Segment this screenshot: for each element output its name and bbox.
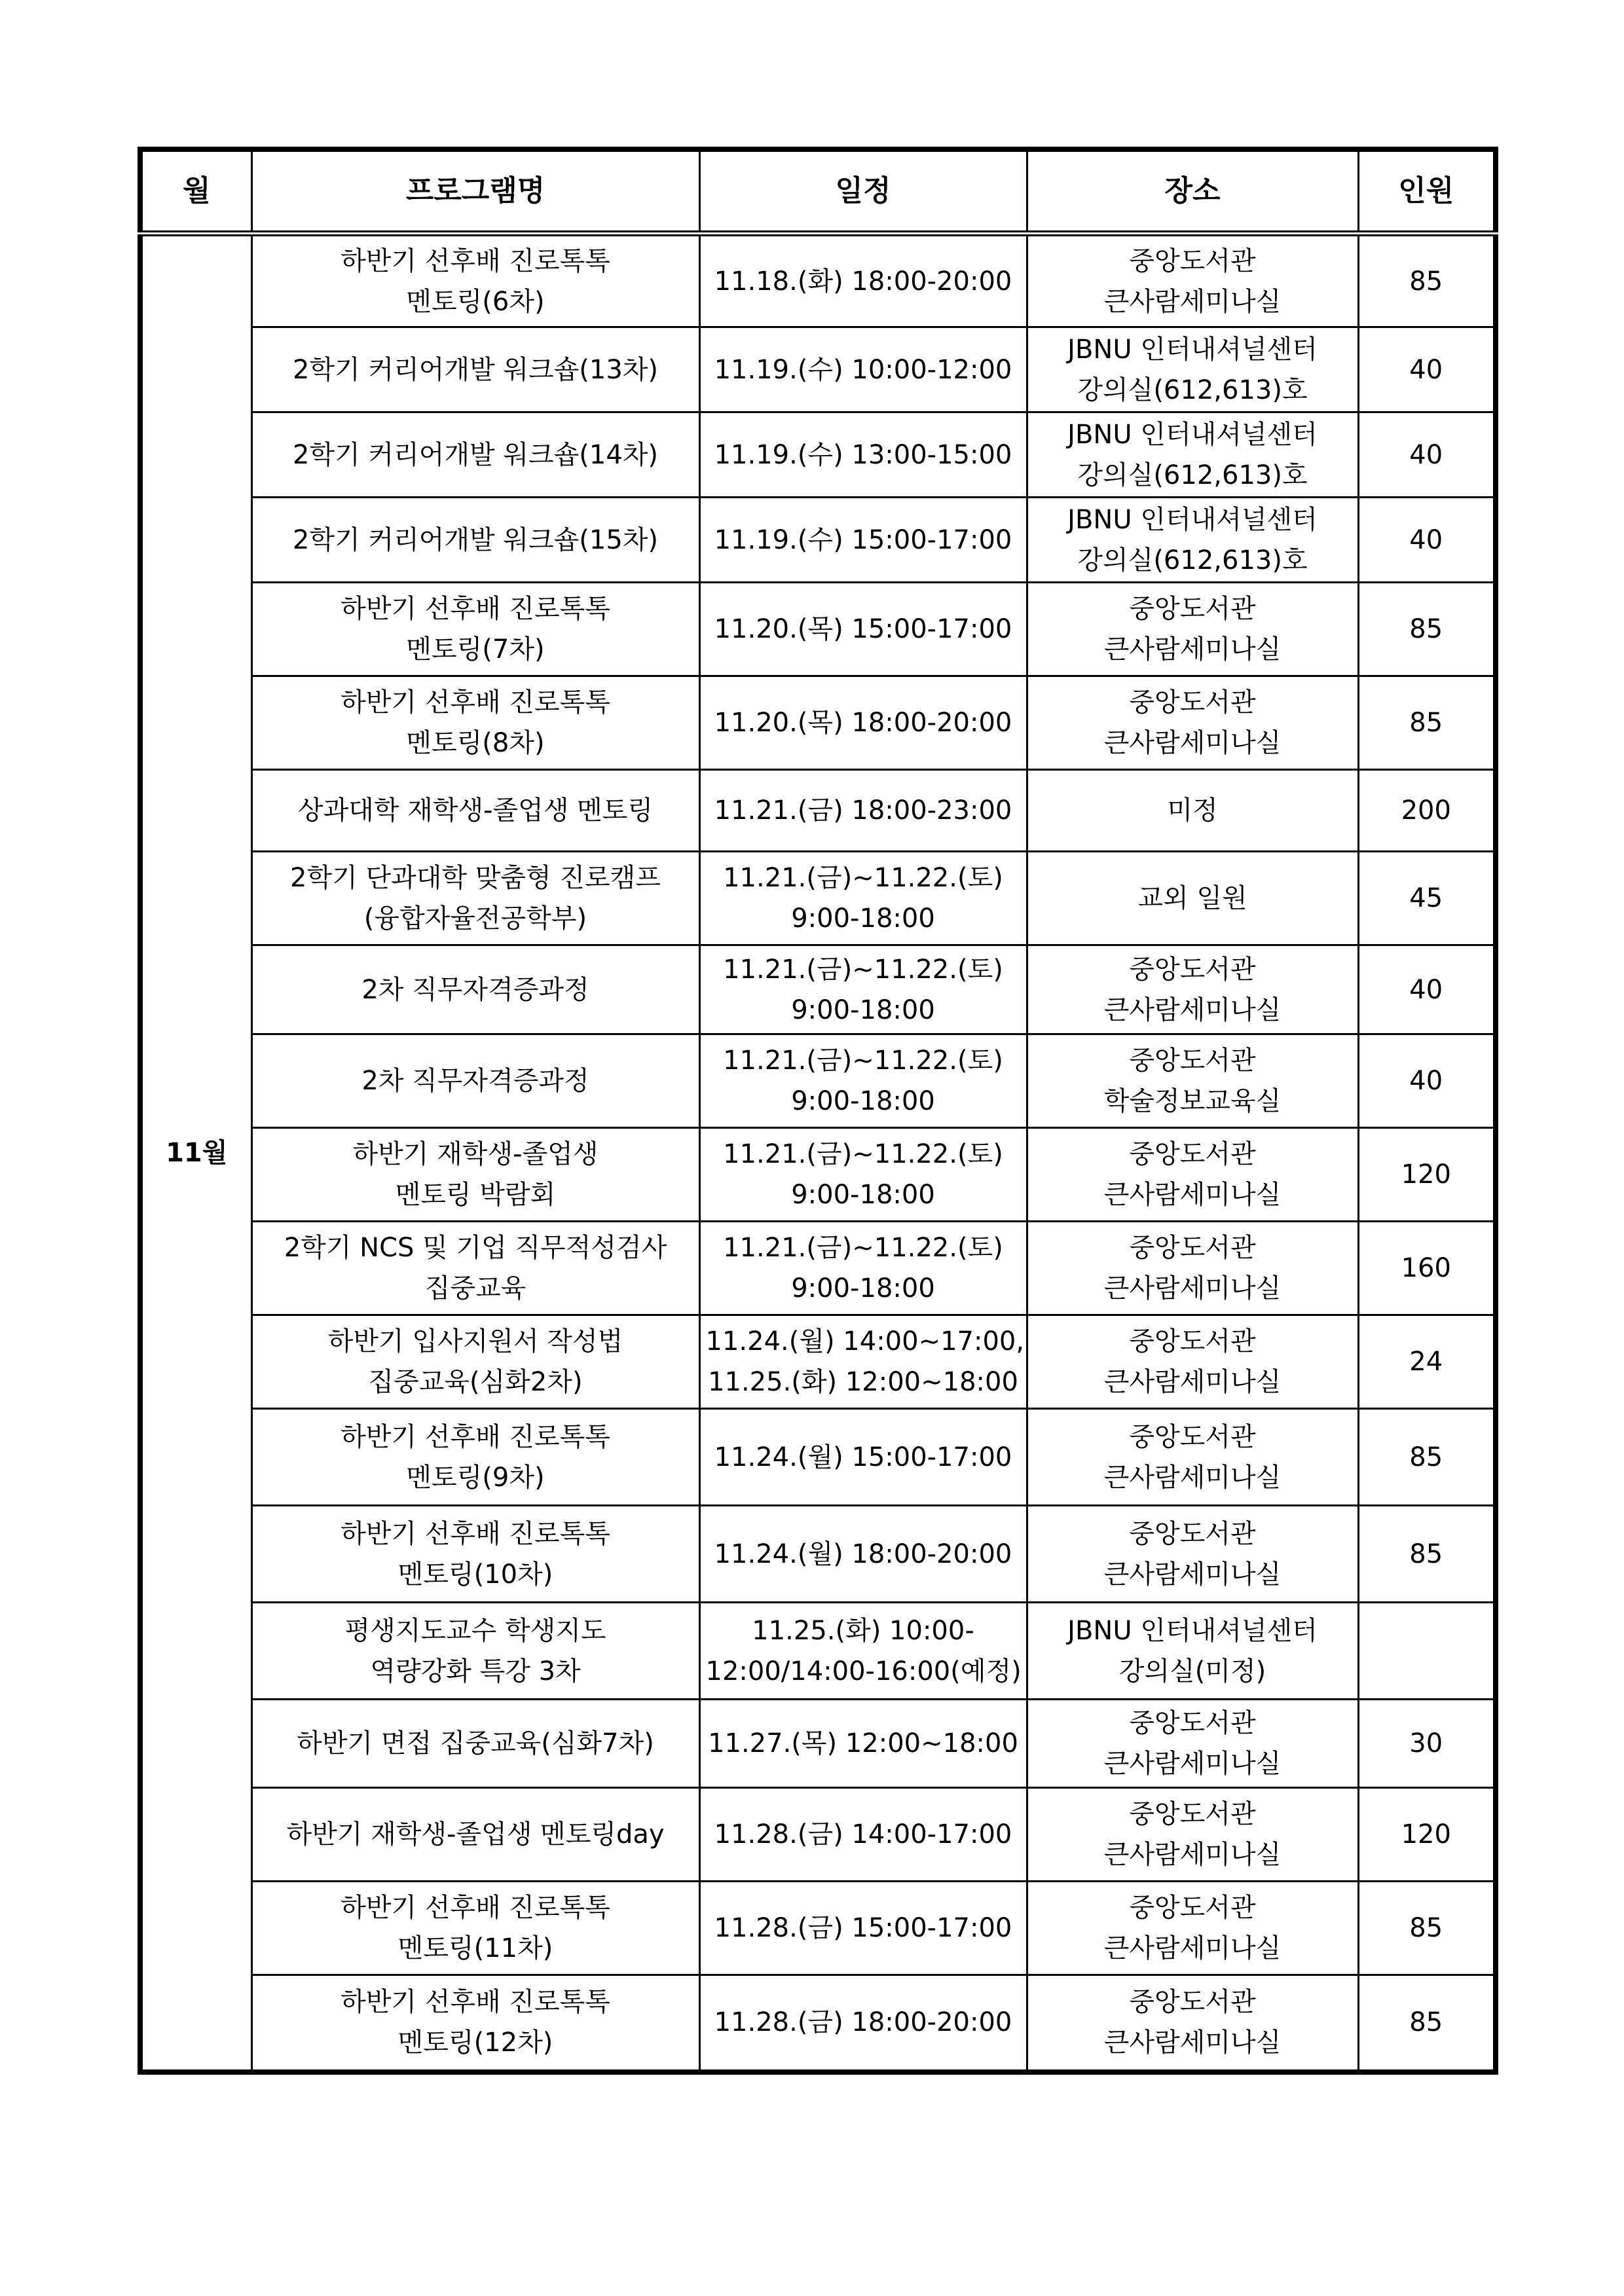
schedule-cell-line: 11.24.(월) 18:00-20:00 <box>714 1539 1012 1569</box>
table-row <box>140 1603 1496 1700</box>
header-program: 프로그램명 <box>251 149 699 234</box>
schedule-cell-line: 11.18.(화) 18:00-20:00 <box>714 266 1012 297</box>
schedule-cell-line: 11.25.(화) 12:00~18:00 <box>708 1367 1018 1397</box>
place-cell-line: 중앙도서관 <box>1129 1893 1256 1923</box>
schedule-cell <box>699 1034 1027 1128</box>
place-cell-line: 큰사람세미나실 <box>1103 1462 1282 1493</box>
place-cell <box>1027 412 1358 498</box>
schedule-cell-line: 11.20.(목) 18:00-20:00 <box>714 708 1012 738</box>
table-row <box>140 1975 1496 2072</box>
program-cell <box>251 1506 699 1603</box>
place-cell-line: 큰사람세미나실 <box>1103 1933 1282 1963</box>
place-cell-line: 미정 <box>1167 795 1218 826</box>
place-cell-line: 교외 일원 <box>1137 883 1247 913</box>
place-cell-line: 큰사람세미나실 <box>1103 1180 1282 1210</box>
schedule-cell-line: 11.27.(목) 12:00~18:00 <box>708 1728 1018 1758</box>
program-cell-line: 멘토링(11차) <box>397 1933 553 1963</box>
program-cell <box>251 1315 699 1409</box>
program-cell-line: 상과대학 재학생-졸업생 멘토링 <box>297 795 654 826</box>
schedule-cell-line: 11.19.(수) 13:00-15:00 <box>714 439 1012 470</box>
count-cell: 40 <box>1358 1034 1496 1128</box>
place-cell <box>1027 1603 1358 1700</box>
count-cell: 85 <box>1358 1882 1496 1975</box>
program-cell <box>251 1222 699 1315</box>
table-row <box>140 412 1496 498</box>
program-cell-line: 2학기 커리어개발 워크숍(14차) <box>292 439 659 470</box>
schedule-cell-line: 9:00-18:00 <box>791 1086 935 1116</box>
count-cell: 45 <box>1358 852 1496 945</box>
table-row <box>140 234 1496 327</box>
program-cell-line: 2학기 단과대학 맞춤형 진로캠프 <box>290 863 661 893</box>
schedule-cell <box>699 770 1027 852</box>
table-row <box>140 1315 1496 1409</box>
count-cell <box>1358 1603 1496 1700</box>
table-row <box>140 1788 1496 1882</box>
program-cell-line: 하반기 재학생-졸업생 <box>352 1139 599 1169</box>
schedule-cell <box>699 1788 1027 1882</box>
schedule-cell-line: 12:00/14:00-16:00(예정) <box>705 1656 1022 1686</box>
place-cell <box>1027 852 1358 945</box>
place-cell <box>1027 1882 1358 1975</box>
place-cell-line: JBNU 인터내셔널센터 <box>1067 504 1318 535</box>
place-cell-line: 큰사람세미나실 <box>1103 1840 1282 1870</box>
place-cell-line: 중앙도서관 <box>1129 594 1256 624</box>
count-cell: 160 <box>1358 1222 1496 1315</box>
schedule-cell-line: 11.21.(금)~11.22.(토) <box>723 1046 1003 1076</box>
count-cell: 24 <box>1358 1315 1496 1409</box>
place-cell-line: 중앙도서관 <box>1129 1987 1256 2018</box>
schedule-cell-line: 11.19.(수) 15:00-17:00 <box>714 524 1012 555</box>
schedule-page <box>138 147 1493 2075</box>
table-row <box>140 770 1496 852</box>
place-cell-line: 중앙도서관 <box>1129 1326 1256 1357</box>
place-cell-line: 큰사람세미나실 <box>1103 1749 1282 1779</box>
schedule-table <box>138 147 1498 2075</box>
header-place: 장소 <box>1027 149 1358 234</box>
program-cell <box>251 412 699 498</box>
table-row <box>140 1882 1496 1975</box>
program-cell-line: 멘토링(6차) <box>406 286 545 317</box>
program-cell-line: 평생지도교수 학생지도 <box>344 1615 606 1646</box>
place-cell <box>1027 498 1358 583</box>
place-cell-line: 중앙도서관 <box>1129 687 1256 718</box>
program-cell <box>251 1975 699 2072</box>
count-cell: 40 <box>1358 412 1496 498</box>
schedule-cell-line: 11.28.(금) 14:00-17:00 <box>714 1819 1012 1850</box>
program-cell <box>251 498 699 583</box>
schedule-cell-line: 9:00-18:00 <box>791 903 935 934</box>
place-cell-line: 큰사람세미나실 <box>1103 1559 1282 1590</box>
program-cell-line: 하반기 선후배 진로톡톡 <box>341 687 610 718</box>
schedule-cell <box>699 583 1027 676</box>
place-cell-line: 중앙도서관 <box>1129 1799 1256 1829</box>
place-cell-line: 중앙도서관 <box>1129 1421 1256 1452</box>
schedule-cell <box>699 852 1027 945</box>
place-cell <box>1027 770 1358 852</box>
schedule-cell <box>699 1128 1027 1222</box>
place-cell-line: 중앙도서관 <box>1129 954 1256 985</box>
count-cell: 30 <box>1358 1700 1496 1788</box>
table-row <box>140 498 1496 583</box>
place-cell <box>1027 1975 1358 2072</box>
program-cell-line: 집중교육(심화2차) <box>368 1367 583 1397</box>
schedule-cell-line: 9:00-18:00 <box>791 1180 935 1210</box>
place-cell-line: 중앙도서관 <box>1129 246 1256 276</box>
schedule-cell-line: 11.21.(금)~11.22.(토) <box>723 1139 1003 1169</box>
schedule-cell <box>699 1315 1027 1409</box>
program-cell-line: (융합자율전공학부) <box>363 903 587 934</box>
program-cell-line: 하반기 재학생-졸업생 멘토링day <box>286 1819 665 1850</box>
place-cell-line: 중앙도서관 <box>1129 1233 1256 1263</box>
place-cell <box>1027 945 1358 1034</box>
place-cell-line: 학술정보교육실 <box>1103 1086 1282 1116</box>
program-cell-line: 하반기 선후배 진로톡톡 <box>341 1893 610 1923</box>
schedule-cell-line: 11.19.(수) 10:00-12:00 <box>714 354 1012 385</box>
schedule-cell <box>699 1222 1027 1315</box>
program-cell-line: 2차 직무자격증과정 <box>361 1066 589 1096</box>
schedule-cell <box>699 1409 1027 1506</box>
place-cell <box>1027 1222 1358 1315</box>
schedule-cell-line: 11.28.(금) 18:00-20:00 <box>714 2007 1012 2038</box>
place-cell <box>1027 1128 1358 1222</box>
program-cell <box>251 852 699 945</box>
program-cell-line: 2차 직무자격증과정 <box>361 974 589 1005</box>
program-cell-line: 집중교육 <box>424 1273 526 1303</box>
header-month: 월 <box>140 149 251 234</box>
place-cell-line: 큰사람세미나실 <box>1103 634 1282 665</box>
count-cell: 120 <box>1358 1788 1496 1882</box>
month-cell: 11월 <box>140 234 251 2072</box>
program-cell-line: 하반기 선후배 진로톡톡 <box>341 594 610 624</box>
count-cell: 85 <box>1358 234 1496 327</box>
place-cell <box>1027 1409 1358 1506</box>
place-cell-line: 큰사람세미나실 <box>1103 2028 1282 2058</box>
program-cell <box>251 1409 699 1506</box>
header-schedule: 일정 <box>699 149 1027 234</box>
program-cell-line: 하반기 선후배 진로톡톡 <box>341 1987 610 2018</box>
schedule-cell-line: 11.24.(월) 15:00-17:00 <box>714 1442 1012 1472</box>
program-cell <box>251 945 699 1034</box>
place-cell <box>1027 1315 1358 1409</box>
place-cell <box>1027 1034 1358 1128</box>
program-cell-line: 2학기 NCS 및 기업 직무적성검사 <box>284 1233 667 1263</box>
program-cell-line: 하반기 선후배 진로톡톡 <box>341 1518 610 1549</box>
schedule-cell-line: 9:00-18:00 <box>791 994 935 1025</box>
schedule-cell <box>699 945 1027 1034</box>
program-cell-line: 멘토링(9차) <box>406 1462 545 1493</box>
program-cell-line: 하반기 면접 집중교육(심화7차) <box>297 1728 654 1758</box>
table-row <box>140 1700 1496 1788</box>
schedule-cell-line: 11.24.(월) 14:00~17:00, <box>705 1326 1025 1357</box>
place-cell-line: 중앙도서관 <box>1129 1046 1256 1076</box>
program-cell <box>251 676 699 770</box>
table-row <box>140 1128 1496 1222</box>
place-cell-line: 강의실(612,613)호 <box>1077 460 1308 490</box>
table-row <box>140 676 1496 770</box>
program-cell-line: 멘토링 박람회 <box>395 1180 556 1210</box>
place-cell <box>1027 583 1358 676</box>
schedule-cell <box>699 498 1027 583</box>
place-cell-line: 강의실(612,613)호 <box>1077 374 1308 405</box>
program-cell-line: 하반기 선후배 진로톡톡 <box>341 246 610 276</box>
schedule-cell <box>699 676 1027 770</box>
program-cell <box>251 1788 699 1882</box>
place-cell <box>1027 1700 1358 1788</box>
table-body <box>140 234 1496 2072</box>
count-cell: 200 <box>1358 770 1496 852</box>
count-cell: 40 <box>1358 945 1496 1034</box>
table-row <box>140 583 1496 676</box>
place-cell <box>1027 327 1358 412</box>
table-row <box>140 1034 1496 1128</box>
place-cell <box>1027 1788 1358 1882</box>
place-cell <box>1027 676 1358 770</box>
count-cell: 40 <box>1358 327 1496 412</box>
program-cell <box>251 1034 699 1128</box>
table-row <box>140 1506 1496 1603</box>
program-cell-line: 멘토링(8차) <box>406 728 545 758</box>
schedule-cell-line: 11.21.(금)~11.22.(토) <box>723 954 1003 985</box>
schedule-cell <box>699 1506 1027 1603</box>
program-cell-line: 하반기 선후배 진로톡톡 <box>341 1421 610 1452</box>
program-cell <box>251 1700 699 1788</box>
program-cell <box>251 327 699 412</box>
count-cell: 85 <box>1358 583 1496 676</box>
program-cell-line: 2학기 커리어개발 워크숍(15차) <box>292 524 659 555</box>
schedule-cell-line: 11.21.(금)~11.22.(토) <box>723 863 1003 893</box>
place-cell-line: 중앙도서관 <box>1129 1518 1256 1549</box>
count-cell: 85 <box>1358 1975 1496 2072</box>
place-cell-line: 중앙도서관 <box>1129 1708 1256 1738</box>
place-cell-line: 큰사람세미나실 <box>1103 1367 1282 1397</box>
program-cell-line: 멘토링(7차) <box>406 634 545 665</box>
program-cell-line: 멘토링(12차) <box>397 2028 553 2058</box>
schedule-cell <box>699 412 1027 498</box>
schedule-cell-line: 11.20.(목) 15:00-17:00 <box>714 614 1012 644</box>
schedule-cell <box>699 1975 1027 2072</box>
schedule-cell-line: 11.21.(금) 18:00-23:00 <box>714 795 1012 826</box>
program-cell-line: 역량강화 특강 3차 <box>370 1656 581 1686</box>
count-cell: 85 <box>1358 1506 1496 1603</box>
table-row <box>140 852 1496 945</box>
program-cell <box>251 1882 699 1975</box>
place-cell-line: 큰사람세미나실 <box>1103 728 1282 758</box>
place-cell-line: 큰사람세미나실 <box>1103 286 1282 317</box>
count-cell: 85 <box>1358 1409 1496 1506</box>
table-row <box>140 1409 1496 1506</box>
program-cell-line: 멘토링(10차) <box>397 1559 553 1590</box>
schedule-cell-line: 9:00-18:00 <box>791 1273 935 1303</box>
schedule-cell <box>699 1700 1027 1788</box>
schedule-cell-line: 11.25.(화) 10:00- <box>752 1615 974 1646</box>
schedule-cell <box>699 1603 1027 1700</box>
place-cell-line: JBNU 인터내셔널센터 <box>1067 419 1318 450</box>
place-cell-line: 강의실(612,613)호 <box>1077 545 1308 575</box>
count-cell: 85 <box>1358 676 1496 770</box>
place-cell-line: JBNU 인터내셔널센터 <box>1067 1615 1318 1646</box>
table-row <box>140 1222 1496 1315</box>
place-cell-line: 큰사람세미나실 <box>1103 1273 1282 1303</box>
table-row <box>140 327 1496 412</box>
program-cell <box>251 583 699 676</box>
program-cell <box>251 770 699 852</box>
place-cell <box>1027 234 1358 327</box>
table-row <box>140 945 1496 1034</box>
program-cell-line: 하반기 입사지원서 작성법 <box>327 1326 623 1357</box>
program-cell <box>251 234 699 327</box>
program-cell-line: 2학기 커리어개발 워크숍(13차) <box>292 354 659 385</box>
schedule-cell <box>699 234 1027 327</box>
table-header-row <box>140 149 1496 234</box>
place-cell-line: 강의실(미정) <box>1118 1656 1266 1686</box>
schedule-cell-line: 11.21.(금)~11.22.(토) <box>723 1233 1003 1263</box>
place-cell-line: 중앙도서관 <box>1129 1139 1256 1169</box>
place-cell-line: 큰사람세미나실 <box>1103 994 1282 1025</box>
program-cell <box>251 1603 699 1700</box>
place-cell <box>1027 1506 1358 1603</box>
count-cell: 120 <box>1358 1128 1496 1222</box>
count-cell: 40 <box>1358 498 1496 583</box>
header-count: 인원 <box>1358 149 1496 234</box>
place-cell-line: JBNU 인터내셔널센터 <box>1067 334 1318 365</box>
schedule-cell <box>699 327 1027 412</box>
schedule-cell <box>699 1882 1027 1975</box>
program-cell <box>251 1128 699 1222</box>
schedule-cell-line: 11.28.(금) 15:00-17:00 <box>714 1913 1012 1943</box>
